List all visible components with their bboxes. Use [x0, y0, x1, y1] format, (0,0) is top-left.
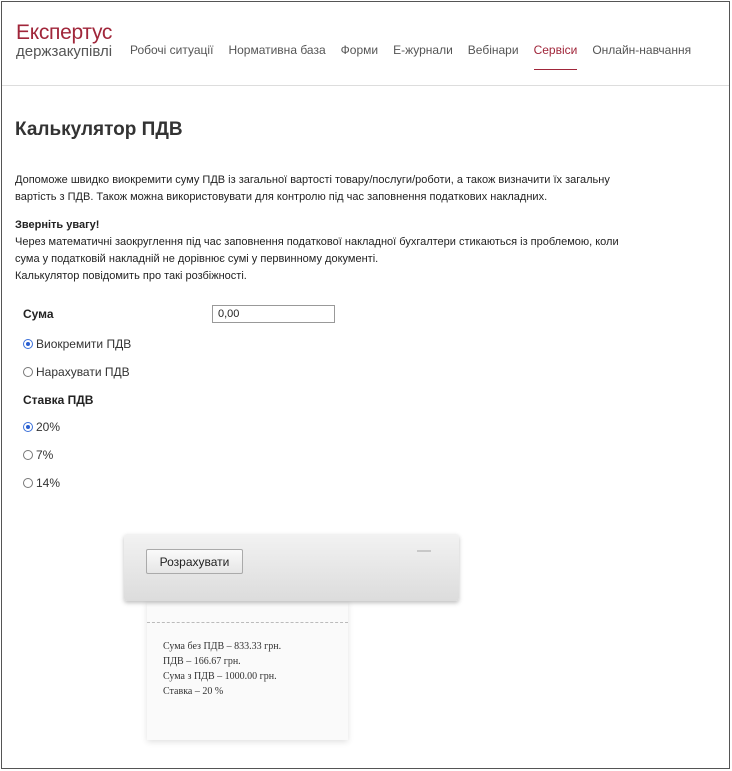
logo-title: Експертус — [16, 21, 113, 44]
nav-item-webinars[interactable]: Вебінари — [467, 43, 519, 57]
mode-option-extract[interactable] — [23, 337, 131, 351]
site-logo[interactable] — [16, 22, 112, 60]
attention-note: Калькулятор повідомить про такі розбіжності. — [15, 270, 247, 282]
sum-label: Сума — [23, 307, 54, 321]
result-vat-rate: Ставка – 20 % — [163, 686, 224, 697]
printer-slot — [417, 550, 431, 552]
rate-option-label: 7% — [36, 448, 54, 462]
result-receipt — [147, 601, 348, 740]
sum-input[interactable] — [212, 305, 335, 323]
calculate-button[interactable]: Розрахувати — [146, 549, 243, 574]
nav-item-regulatory-base[interactable]: Нормативна база — [228, 43, 326, 57]
attention-title: Зверніть увагу! — [15, 219, 100, 231]
nav-item-work-situations[interactable]: Робочі ситуації — [130, 43, 214, 57]
page-frame — [1, 1, 730, 769]
result-vat-amount: ПДВ – 166.67 грн. — [163, 656, 241, 667]
rate-option-label: 14% — [36, 476, 61, 490]
printer-panel — [124, 534, 459, 601]
rate-option-14[interactable] — [23, 476, 60, 490]
nav-item-services[interactable]: Сервіси — [534, 43, 578, 70]
mode-option-label: Нарахувати ПДВ — [36, 365, 130, 379]
radio-selected-icon[interactable] — [23, 422, 33, 432]
nav-item-forms[interactable]: Форми — [340, 43, 379, 57]
logo-subtitle: держзакупівлі — [16, 43, 113, 60]
page-title: Калькулятор ПДВ — [15, 119, 183, 140]
rate-option-20[interactable] — [23, 420, 60, 434]
rate-label: Ставка ПДВ — [23, 393, 94, 407]
nav-item-e-journals[interactable]: Е-журнали — [393, 43, 453, 57]
rate-option-7[interactable] — [23, 448, 53, 462]
intro-text: Допоможе швидко виокремити суму ПДВ із загальної вартості товару/послуги/роботи, а також визначити їх загальну вартість з ПДВ. Також можна використовувати для контролю під час заповнення податкових накладних. — [15, 174, 610, 203]
radio-icon[interactable] — [23, 450, 33, 460]
result-net-amount: Сума без ПДВ – 833.33 грн. — [163, 641, 282, 652]
result-gross-amount: Сума з ПДВ – 1000.00 грн. — [163, 671, 277, 682]
receipt-lines — [163, 639, 281, 699]
mode-option-add[interactable] — [23, 365, 130, 379]
nav-item-online-learning[interactable]: Онлайн-навчання — [592, 43, 692, 57]
rate-option-label: 20% — [36, 420, 61, 434]
attention-block — [15, 217, 645, 285]
receipt-tear-line — [147, 622, 348, 623]
radio-icon[interactable] — [23, 478, 33, 488]
radio-icon[interactable] — [23, 367, 33, 377]
radio-selected-icon[interactable] — [23, 339, 33, 349]
attention-text: Через математичні заокруглення під час заповнення податкової накладної бухгалтери стикаються із проблемою, коли сума у податковій накладній не дорівнює сумі у первинному документі. — [15, 236, 619, 265]
mode-option-label: Виокремити ПДВ — [36, 337, 132, 351]
site-header — [2, 2, 729, 86]
main-nav — [130, 43, 706, 70]
